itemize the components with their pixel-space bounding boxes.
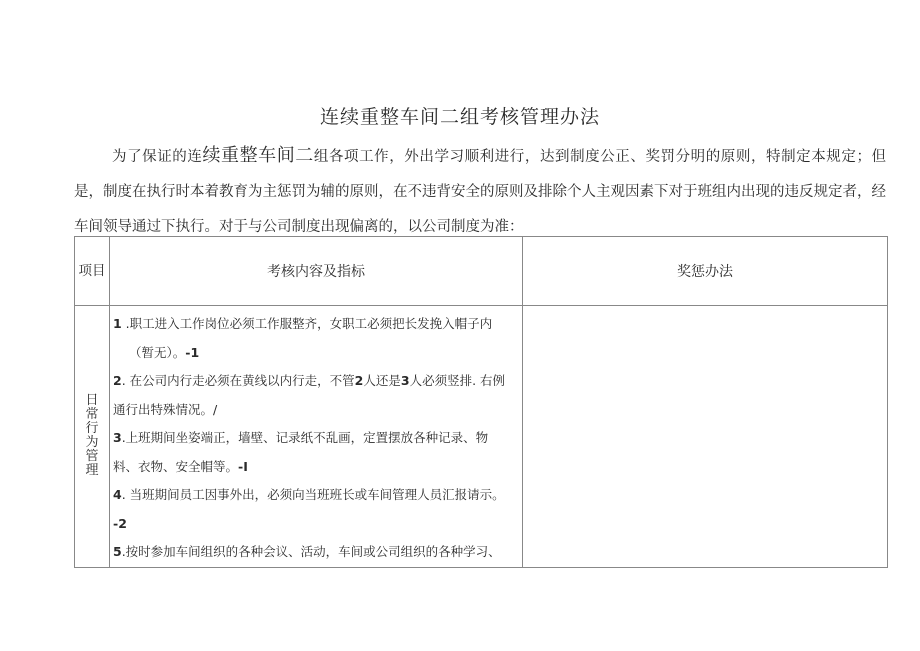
rule-2-line-2: 通行出特殊情况。/ — [113, 401, 218, 417]
rule-2-line-1: 2. 在公司内行走必须在黄线以内行走，不管2人还是3人必须竖排. 右例 — [113, 373, 506, 388]
rule-3-line-1: 3.上班期间坐姿端正，墙壁、记录纸不乱画，定置摆放各种记录、物 — [113, 430, 489, 445]
assessment-table — [74, 236, 888, 568]
table-header-row — [75, 237, 888, 306]
rule-4-line-2: -2 — [113, 515, 127, 531]
intro-paragraph — [74, 138, 886, 245]
header-content: 考核内容及指标 — [110, 237, 523, 306]
table-row — [75, 306, 888, 568]
intro-text-emphasis: 续重整车间二 — [202, 145, 314, 166]
header-item: 项目 — [75, 237, 110, 306]
rule-list — [110, 306, 522, 567]
intro-text-part1: 为了保证的连 — [112, 149, 203, 165]
rule-3-line-2: 料、衣物、安全帽等。-I — [113, 458, 248, 474]
method-cell — [523, 306, 888, 568]
category-cell — [75, 306, 110, 568]
category-label: 日常行为管理 — [85, 393, 99, 479]
header-method: 奖惩办法 — [523, 237, 888, 306]
rule-5-line-1: 5.按时参加车间组织的各种会议、活动，车间或公司组织的各种学习、 — [113, 544, 501, 559]
intro-text-part2: 组各项工作，外出学习顺利进行，达到制度公正、奖罚分明的原则，特制定本规定；但是，制度在执行时本着教育为主惩罚为辅的原则，在不违背安全的原则及排除个人主观因素下对于班组内出现的违反规定者，经车间领导通过下执行。对于与公司制度出现偏离的，以公司制度为准： — [74, 149, 887, 235]
rule-1-line-1: 1 .职工进入工作岗位必须工作服整齐，女职工必须把长发挽入帽子内 — [113, 316, 493, 331]
rule-1-line-2: （暂无）。-1 — [129, 344, 200, 360]
rules-cell — [110, 306, 523, 568]
rule-4-line-1: 4. 当班期间员工因事外出，必须向当班班长或车间管理人员汇报请示。 — [113, 487, 505, 502]
document-title: 连续重整车间二组考核管理办法 — [319, 106, 600, 128]
